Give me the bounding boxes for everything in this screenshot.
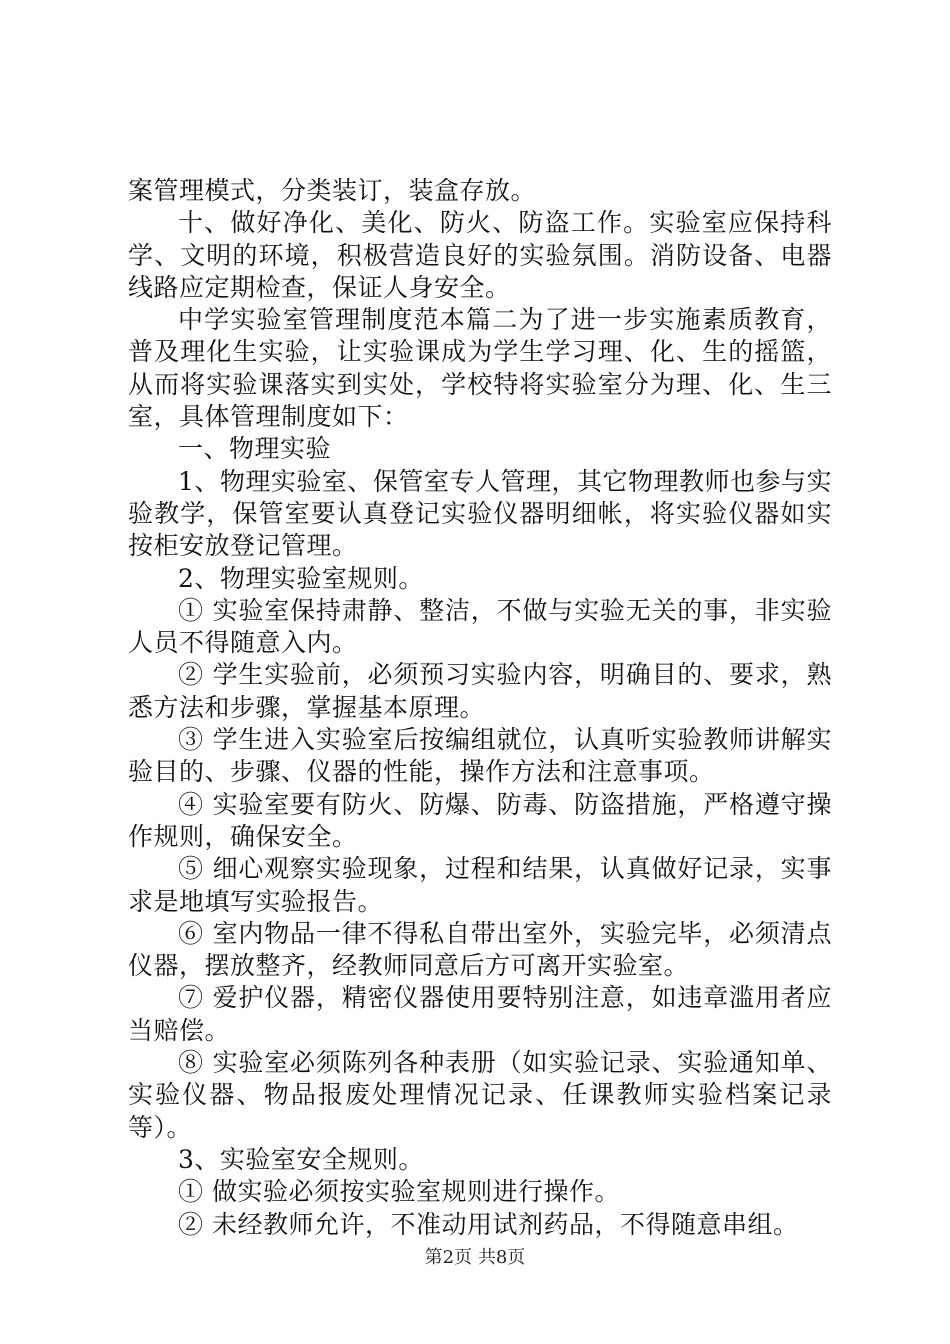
- text-line: 实验仪器、物品报废处理情况记录、任课教师实验档案记录: [128, 1080, 832, 1110]
- text-line: ⑦ 爱护仪器，精密仪器使用要特别注意，如违章滥用者应: [178, 983, 832, 1013]
- text-line: 学、文明的环境，积极营造良好的实验氛围。消防设备、电器: [128, 240, 832, 270]
- text-line: ① 实验室保持肃静、整洁，不做与实验无关的事，非实验: [178, 595, 832, 625]
- text-line: 人员不得随意入内。: [128, 628, 358, 658]
- text-line: 中学实验室管理制度范本篇二为了进一步实施素质教育，: [178, 305, 832, 335]
- text-line: 2、物理实验室规则。: [178, 563, 424, 593]
- text-line: 验目的、步骤、仪器的性能，操作方法和注意事项。: [128, 757, 715, 787]
- text-line: 线路应定期检查，保证人身安全。: [128, 272, 511, 302]
- text-line: 仪器，摆放整齐，经教师同意后方可离开实验室。: [128, 951, 690, 981]
- text-line: ⑤ 细心观察实验现象，过程和结果，认真做好记录，实事: [178, 854, 832, 884]
- text-line: ⑧ 实验室必须陈列各种表册（如实验记录、实验通知单、: [178, 1048, 832, 1078]
- page-footer: 第2页 共8页: [424, 1247, 526, 1268]
- text-line: 3、实验室安全规则。: [178, 1144, 424, 1174]
- text-line: ④ 实验室要有防火、防爆、防毒、防盗措施，严格遵守操: [178, 789, 832, 819]
- document-body: [128, 175, 832, 1241]
- text-line: 验教学，保管室要认真登记实验仪器明细帐，将实验仪器如实: [128, 498, 832, 528]
- text-line: 案管理模式，分类装订，装盒存放。: [128, 176, 537, 205]
- text-line: 求是地填写实验报告。: [128, 886, 384, 916]
- text-line: 1、物理实验室、保管室专人管理，其它物理教师也参与实: [178, 466, 832, 496]
- text-line: ③ 学生进入实验室后按编组就位，认真听实验教师讲解实: [178, 725, 832, 755]
- text-line: ① 做实验必须按实验室规则进行操作。: [178, 1177, 620, 1207]
- text-line: 从而将实验课落实到实处，学校特将实验室分为理、化、生三: [128, 369, 832, 399]
- text-line: 十、做好净化、美化、防火、防盗工作。实验室应保持科: [178, 208, 832, 238]
- text-line: 悉方法和步骤，掌握基本原理。: [128, 692, 486, 722]
- text-line: 等）。: [128, 1112, 193, 1142]
- text-line: 室，具体管理制度如下：: [128, 402, 409, 432]
- text-line: 按柜安放登记管理。: [128, 531, 358, 561]
- text-line: 作规则，确保安全。: [128, 821, 358, 851]
- text-line: 一、物理实验: [178, 434, 332, 464]
- text-line: ② 学生实验前，必须预习实验内容，明确目的、要求，熟: [178, 660, 832, 690]
- text-line: ② 未经教师允许，不准动用试剂药品，不得随意串组。: [178, 1209, 799, 1239]
- text-line: 当赔偿。: [128, 1015, 231, 1045]
- text-line: 普及理化生实验，让实验课成为学生学习理、化、生的摇篮，: [128, 337, 832, 367]
- text-line: ⑥ 室内物品一律不得私自带出室外，实验完毕，必须清点: [178, 918, 832, 948]
